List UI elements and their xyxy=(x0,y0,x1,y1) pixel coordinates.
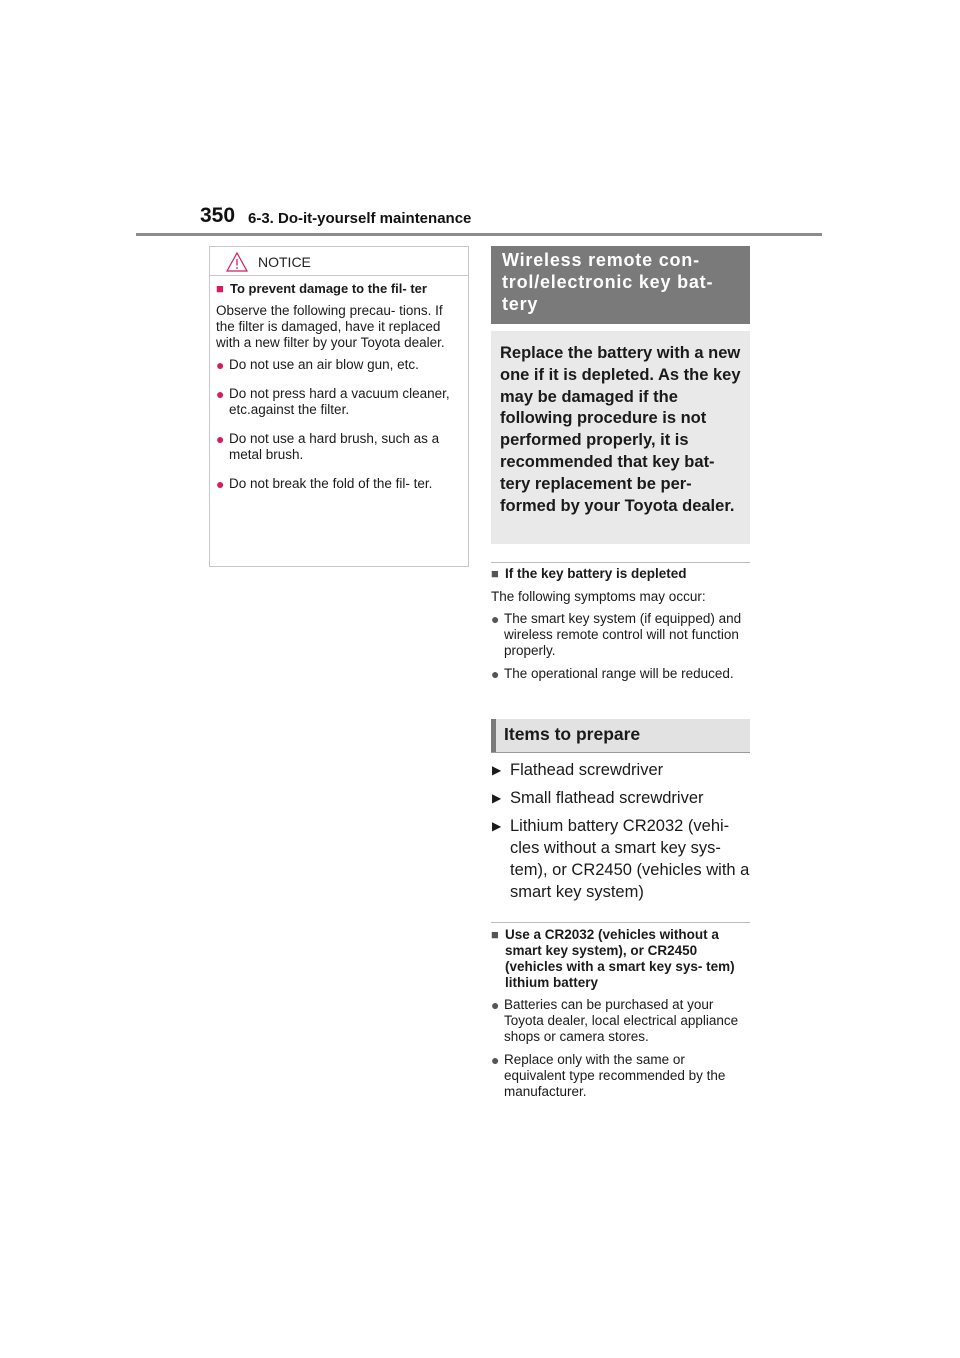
bullet-dot-icon: ● xyxy=(216,476,225,492)
notice-bullet-text: Do not use an air blow gun, etc. xyxy=(229,357,419,372)
intro-box: Replace the battery with a new one if it is depleted. As the key may be damaged if the following procedure is not performed properly, it is recommended that key bat- tery replacement be per- formed by your Toyota dealer. xyxy=(491,331,750,544)
triangle-bullet-icon: ▶ xyxy=(492,791,502,805)
subsection-divider xyxy=(491,562,750,563)
battery-note-bullet xyxy=(491,997,750,1045)
bullet-dot-icon: ● xyxy=(491,666,500,682)
notice-box xyxy=(209,246,469,567)
bullet-dot-icon: ● xyxy=(491,1052,500,1068)
square-bullet-icon: ■ xyxy=(216,281,224,296)
depleted-bullet-text: The operational range will be reduced. xyxy=(504,666,734,681)
item-entry xyxy=(491,815,750,903)
notice-bullet xyxy=(216,386,462,418)
section-title: 6-3. Do-it-yourself maintenance xyxy=(248,210,472,227)
notice-bullet xyxy=(216,431,462,463)
items-heading: Items to prepare xyxy=(491,719,750,752)
item-text: Lithium battery CR2032 (vehi- cles without a smart key sys- tem), or CR2450 (vehicles with a smart key system) xyxy=(510,817,750,901)
square-bullet-icon: ■ xyxy=(491,566,499,581)
notice-label: NOTICE xyxy=(258,254,311,270)
depleted-lead: The following symptoms may occur: xyxy=(491,589,706,604)
battery-note-bullet-text: Replace only with the same or equivalent type recommended by the manufacturer. xyxy=(504,1052,726,1099)
battery-note-bullet xyxy=(491,1052,750,1100)
notice-text: Observe the following precau- tions. If the filter is damaged, have it replaced with a new filter by your Toyota dealer. xyxy=(216,303,445,350)
notice-bullet-text: Do not use a hard brush, such as a metal brush. xyxy=(229,431,440,462)
depleted-title-text: If the key battery is depleted xyxy=(505,566,687,581)
triangle-bullet-icon: ▶ xyxy=(492,819,502,833)
battery-note-title xyxy=(491,927,750,991)
notice-bullet-text: Do not press hard a vacuum cleaner, etc.against the filter. xyxy=(229,386,450,417)
item-text: Flathead screwdriver xyxy=(510,761,664,779)
depleted-title xyxy=(491,566,750,582)
triangle-bullet-icon: ▶ xyxy=(492,763,502,777)
square-bullet-icon: ■ xyxy=(491,927,499,942)
bullet-dot-icon: ● xyxy=(491,611,500,627)
bullet-dot-icon: ● xyxy=(216,386,225,402)
notice-bullet xyxy=(216,476,462,492)
warning-icon xyxy=(226,252,248,272)
notice-body xyxy=(210,276,468,492)
depleted-bullet xyxy=(491,666,750,682)
battery-note-title-text: Use a CR2032 (vehicles without a smart key system), or CR2450 (vehicles with a smart key sys- tem) lithium battery xyxy=(505,927,735,990)
notice-bullet-text: Do not break the fold of the fil- ter. xyxy=(229,476,433,491)
subsection-divider xyxy=(491,922,750,923)
header-divider xyxy=(136,233,822,236)
battery-note-bullet-text: Batteries can be purchased at your Toyota dealer, local electrical appliance shops or camera stores. xyxy=(504,997,739,1044)
items-heading-underline xyxy=(491,752,750,753)
item-entry xyxy=(491,787,750,809)
bullet-dot-icon: ● xyxy=(216,357,225,373)
section-banner: Wireless remote con- trol/electronic key bat- tery xyxy=(491,246,750,324)
depleted-bullet-text: The smart key system (if equipped) and wireless remote control will not function properly. xyxy=(504,611,742,658)
notice-bullet xyxy=(216,357,462,373)
depleted-bullet xyxy=(491,611,750,659)
item-entry xyxy=(491,759,750,781)
item-text: Small flathead screwdriver xyxy=(510,789,704,807)
notice-header xyxy=(210,247,468,276)
notice-title xyxy=(216,281,462,296)
page-number: 350 xyxy=(200,204,236,227)
bullet-dot-icon: ● xyxy=(491,997,500,1013)
notice-title-text: To prevent damage to the fil- ter xyxy=(230,281,427,296)
bullet-dot-icon: ● xyxy=(216,431,225,447)
